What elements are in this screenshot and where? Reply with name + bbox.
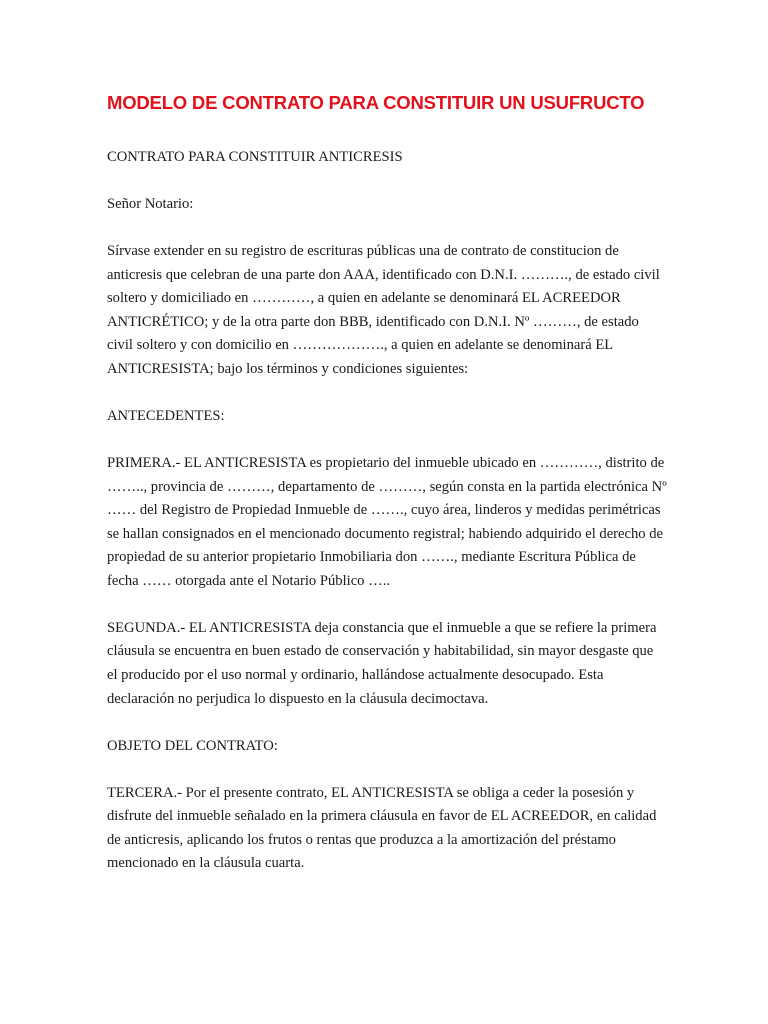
clause-tercera: TERCERA.- Por el presente contrato, EL ANTICRESISTA se obliga a ceder la posesión y disfrute del inmueble señalado en la primera cláusula en favor de EL ACREEDOR, en calidad de anticresis, aplicando los frutos o rentas que produzca a la amortización del préstamo mencionado en la cláusula cuarta. <box>107 784 657 872</box>
intro-paragraph: Sírvase extender en su registro de escrituras públicas una de contrato de constitucion de anticresis que celebran de una parte don AAA, identificado con D.N.I. ………., de estado civil soltero y domiciliado en …………, a quien en adelante se denominará EL ACREEDOR ANTICRÉTICO; y de la otra parte don BBB, identificado con D.N.I. Nº ………, de estado civil soltero y con domicilio en ………………., a quien en adelante se denominará EL ANTICRESISTA; bajo los términos y condiciones siguientes: <box>107 242 660 377</box>
section-heading-antecedentes: ANTECEDENTES: <box>107 407 225 424</box>
document-title: MODELO DE CONTRATO PARA CONSTITUIR UN USUFRUCTO <box>107 92 645 113</box>
document-body <box>107 146 667 899</box>
section-heading-objeto: OBJETO DEL CONTRATO: <box>107 737 278 754</box>
clause-segunda: SEGUNDA.- EL ANTICRESISTA deja constancia que el inmueble a que se refiere la primera cláusula se encuentra en buen estado de conservación y habitabilidad, sin mayor desgaste que el producido por el uso normal y ordinario, hallándose actualmente desocupado. Esta declaración no perjudica lo dispuesto en la cláusula decimoctava. <box>107 619 657 707</box>
clause-primera: PRIMERA.- EL ANTICRESISTA es propietario del inmueble ubicado en …………, distrito de …….., provincia de ………, departamento de ………, según consta en la partida electrónica Nº …… del Registro de Propiedad Inmueble de ……., cuyo área, linderos y medidas perimétricas se hallan consignados en el mencionado documento registral; habiendo adquirido el derecho de propiedad de su anterior propietario Inmobiliaria don ……., mediante Escritura Pública de fecha …… otorgada ante el Notario Público ….. <box>107 454 667 589</box>
salutation: Señor Notario: <box>107 195 194 212</box>
contract-heading: CONTRATO PARA CONSTITUIR ANTICRESIS <box>107 149 403 165</box>
